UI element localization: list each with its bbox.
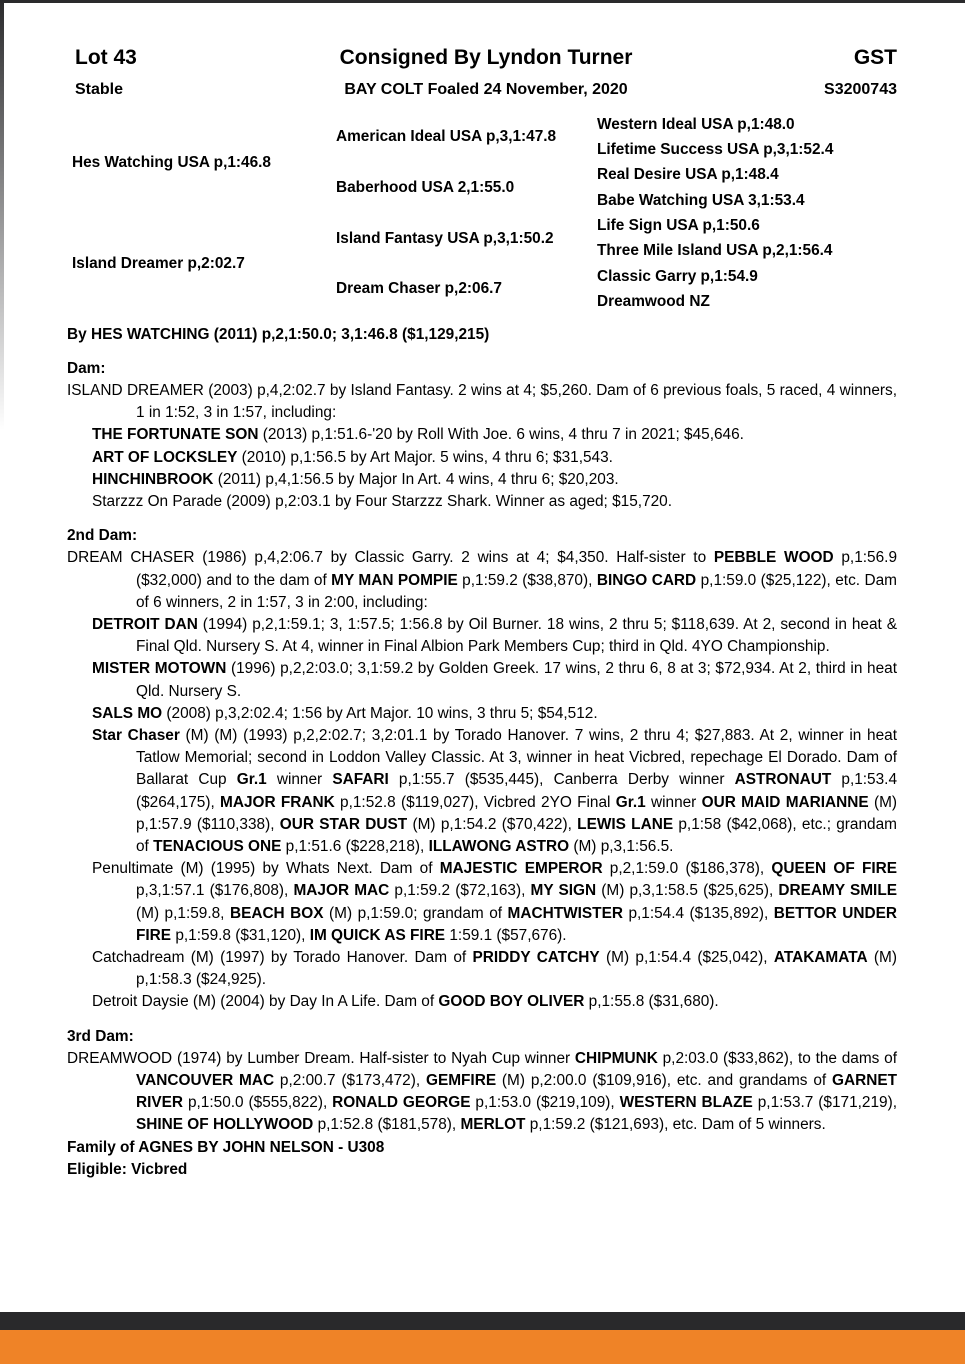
- pedigree-text-run: (M) p,1:54.2 ($70,422),: [407, 815, 578, 833]
- pedigree-text-run: (M) (M) (1993) p,2,2:02.7; 3,2:01.1 by Torado Hanover. 7 wins, 2 thru 4; $27,883. At 2, winner in heat Tatlow Memorial; second in Loddon Valley Classic. At 3, winner in heat Vicbred, repechage El Dorado. Dam of Ballarat Cup: [136, 727, 897, 789]
- horse-description: BAY COLT Foaled 24 November, 2020: [344, 81, 628, 98]
- lot-number: Lot 43: [75, 46, 137, 69]
- horse-name-bold: TENACIOUS ONE: [153, 838, 282, 856]
- pedigree-text-run: p,2:00.7 ($173,472),: [274, 1072, 426, 1090]
- pedigree-text-run: (M) p,2:00.0 ($109,916), etc. and grandams of: [496, 1072, 832, 1090]
- pedigree-entry: Dream Chaser p,2:06.7: [336, 280, 502, 298]
- horse-name-bold: RONALD GEORGE: [332, 1094, 471, 1112]
- horse-name-bold: IM QUICK AS FIRE: [309, 926, 446, 944]
- pedigree-text-run: p,1:55.7 ($535,445), Canberra Derby winner: [388, 771, 735, 789]
- horse-name-bold: HINCHINBROOK: [92, 470, 214, 488]
- horse-name-bold: LEWIS LANE: [577, 815, 674, 833]
- pedigree-paragraph: [67, 380, 897, 424]
- pedigree-entry: Three Mile Island USA p,2,1:56.4: [597, 242, 833, 260]
- pedigree-text-run: p,1:53.7 ($171,219),: [752, 1094, 898, 1112]
- horse-name-bold: MAJOR MAC: [293, 882, 390, 900]
- pedigree-entry: Real Desire USA p,1:48.4: [597, 166, 779, 184]
- pedigree-text-run: DREAMWOOD (1974) by Lumber Dream. Half-sister to Nyah Cup winner: [67, 1049, 575, 1067]
- horse-name-bold: CHIPMUNK: [574, 1049, 658, 1067]
- pedigree-entry: Island Dreamer p,2:02.7: [72, 255, 245, 273]
- horse-name-bold: OUR STAR DUST: [279, 815, 408, 833]
- horse-name-bold: ART OF LOCKSLEY: [92, 448, 238, 466]
- horse-name-bold: MACHTWISTER: [507, 904, 623, 922]
- pedigree-text-run: (M) p,3,1:56.5.: [569, 838, 674, 856]
- pedigree-entry: Dreamwood NZ: [597, 293, 710, 311]
- horse-name-bold: PEBBLE WOOD: [713, 549, 834, 567]
- pedigree-text-run: (2008) p,3,2:02.4; 1:56 by Art Major. 10 wins, 3 thru 5; $54,512.: [162, 704, 598, 722]
- horse-name-bold: GEMFIRE: [425, 1072, 497, 1090]
- pedigree-entry: Hes Watching USA p,1:46.8: [72, 153, 271, 171]
- horse-name-bold: SALS MO: [92, 704, 163, 722]
- pedigree-text-run: p,2:03.0 ($33,862), to the dams of: [657, 1049, 897, 1067]
- pedigree-text-run: p,1:59.8 ($31,120),: [171, 926, 310, 944]
- pedigree-entry: Life Sign USA p,1:50.6: [597, 217, 760, 235]
- stable-label: Stable: [75, 81, 124, 98]
- horse-name-bold: BETTOR UNDER FIRE: [136, 904, 897, 944]
- horse-name-bold: BINGO CARD: [596, 571, 697, 589]
- pedigree-text-run: p,1:55.8 ($31,680).: [584, 993, 719, 1011]
- horse-name-bold: Family of AGNES BY JOHN NELSON - U308: [67, 1138, 385, 1156]
- horse-name-bold: MAJOR FRANK: [220, 793, 335, 811]
- pedigree-table: [72, 112, 897, 315]
- horse-name-bold: ATAKAMATA: [773, 949, 868, 967]
- pedigree-paragraph: [67, 858, 897, 947]
- horse-name-bold: MERLOT: [460, 1116, 526, 1134]
- pedigree-text-run: (M) p,1:58.3 ($24,925).: [136, 949, 897, 989]
- pedigree-text-run: p,1:52.8 ($181,578),: [313, 1116, 461, 1134]
- catalogue-id: S3200743: [824, 81, 897, 98]
- horse-name-bold: MISTER MOTOWN: [92, 660, 227, 678]
- page-content: [67, 46, 897, 1181]
- pedigree-text-run: p,1:50.0 ($555,822),: [183, 1094, 333, 1112]
- horse-name-bold: Gr.1: [615, 793, 646, 811]
- gst-label: GST: [853, 46, 897, 69]
- horse-name-bold: Eligible: Vicbred: [67, 1160, 188, 1178]
- pedigree-text-run: (2013) p,1:51.6-'20 by Roll With Joe. 6 wins, 4 thru 7 in 2021; $45,646.: [258, 426, 744, 444]
- pedigree-text-run: winner: [645, 793, 702, 811]
- pedigree-paragraph: [67, 614, 897, 658]
- pedigree-paragraph: [67, 491, 897, 513]
- horse-name-bold: MY SIGN: [530, 882, 597, 900]
- page-left-border: [0, 0, 4, 430]
- pedigree-text-run: (1994) p,2,1:59.1; 3, 1:57.5; 1:56.8 by Oil Burner. 18 wins, 2 thru 5; $118,639. At 2, second in heat & Final Qld. Nursery S. At 4, winner in Final Albion Park Members Cup; third in Qld. 4YO Championship.: [136, 615, 897, 656]
- pedigree-paragraph: [67, 1048, 897, 1137]
- pedigree-text-run: p,1:52.8 ($119,027), Vicbred 2YO Final: [334, 793, 616, 811]
- pedigree-text-run: ISLAND DREAMER (2003) p,4,2:02.7 by Island Fantasy. 2 wins at 4; $5,260. Dam of 6 previous foals, 5 raced, 4 winners, 1 in 1:52, 3 in 1:57, including:: [67, 381, 897, 422]
- header-row-secondary: [67, 80, 897, 99]
- header-row-primary: [67, 46, 897, 70]
- pedigree-paragraph: [67, 991, 897, 1013]
- pedigree-paragraph: [67, 947, 897, 991]
- horse-name-bold: THE FORTUNATE SON: [92, 426, 259, 444]
- pedigree-text-run: (M) p,1:54.4 ($25,042),: [599, 949, 774, 967]
- pedigree-entry: Babe Watching USA 3,1:53.4: [597, 191, 805, 209]
- pedigree-text-run: p,1:59.2 ($72,163),: [389, 882, 531, 900]
- pedigree-text-run: p,1:51.6 ($228,218),: [281, 838, 429, 856]
- horse-name-bold: MAJESTIC EMPEROR: [439, 860, 603, 878]
- horse-name-bold: PRIDDY CATCHY: [472, 949, 600, 967]
- horse-name-bold: GARNET RIVER: [136, 1072, 897, 1112]
- horse-name-bold: ASTRONAUT: [734, 771, 832, 789]
- pedigree-text-run: DREAM CHASER (1986) p,4,2:06.7 by Classic Garry. 2 wins at 4; $4,350. Half-sister to: [67, 549, 714, 567]
- pedigree-entry: Classic Garry p,1:54.9: [597, 267, 758, 285]
- pedigree-paragraph: [67, 469, 897, 491]
- pedigree-paragraph: [67, 547, 897, 614]
- footer-orange-bar: [0, 1330, 965, 1364]
- pedigree-text-run: p,1:53.0 ($219,109),: [470, 1094, 620, 1112]
- horse-name-bold: GOOD BOY OLIVER: [438, 993, 585, 1011]
- pedigree-entry: Western Ideal USA p,1:48.0: [597, 115, 795, 133]
- pedigree-text: [67, 358, 897, 1181]
- horse-name-bold: MY MAN POMPIE: [331, 571, 458, 589]
- pedigree-text-run: p,1:56.9 ($32,000) and to the dam of: [136, 549, 898, 589]
- pedigree-text-run: (M) p,3,1:58.5 ($25,625),: [596, 882, 779, 900]
- page-top-border: [0, 0, 965, 3]
- pedigree-text-run: Catchadream (M) (1997) by Torado Hanover. Dam of: [92, 949, 473, 967]
- horse-name-bold: ILLAWONG ASTRO: [428, 838, 570, 856]
- pedigree-text-run: (2010) p,1:56.5 by Art Major. 5 wins, 4 thru 6; $31,543.: [237, 448, 613, 466]
- pedigree-text-run: (M) p,1:59.8,: [136, 904, 230, 922]
- horse-name-bold: Gr.1: [236, 771, 267, 789]
- pedigree-paragraph: [67, 1137, 897, 1159]
- pedigree-text-run: (1996) p,2,2:03.0; 3,1:59.2 by Golden Greek. 17 wins, 2 thru 6, 8 at 3; $72,934. At 2, third in heat Qld. Nursery S.: [136, 660, 897, 700]
- pedigree-text-run: Penultimate (M) (1995) by Whats Next. Dam of: [92, 860, 440, 878]
- horse-name-bold: Star Chaser: [92, 727, 180, 744]
- section-heading: 2nd Dam:: [67, 527, 138, 545]
- sire-summary: By HES WATCHING (2011) p,2,1:50.0; 3,1:46.8 ($1,129,215): [67, 325, 490, 343]
- section-heading: 3rd Dam:: [67, 1027, 134, 1045]
- pedigree-text-run: (2011) p,4,1:56.5 by Major In Art. 4 wins, 4 thru 6; $20,203.: [213, 470, 619, 488]
- pedigree-entry: American Ideal USA p,3,1:47.8: [336, 128, 557, 146]
- pedigree-paragraph: [67, 447, 897, 469]
- pedigree-text-run: p,3,1:57.1 ($176,808),: [136, 882, 294, 900]
- horse-name-bold: SHINE OF HOLLYWOOD: [136, 1116, 314, 1134]
- pedigree-text-run: p,1:58 ($42,068), etc.; grandam of: [136, 815, 897, 856]
- pedigree-entry: Lifetime Success USA p,3,1:52.4: [597, 141, 834, 159]
- pedigree-text-run: p,2,1:59.0 ($186,378),: [602, 860, 772, 878]
- pedigree-text-run: p,1:59.2 ($38,870),: [457, 571, 597, 589]
- consignor-title: Consigned By Lyndon Turner: [339, 46, 633, 69]
- pedigree-text-run: winner: [266, 771, 333, 789]
- horse-name-bold: SAFARI: [332, 771, 389, 789]
- horse-name-bold: BEACH BOX: [229, 904, 324, 922]
- pedigree-paragraph: [67, 725, 897, 858]
- pedigree-text-run: Starzzz On Parade (2009) p,2:03.1 by Four Starzzz Shark. Winner as aged; $15,720.: [92, 492, 673, 510]
- pedigree-text-run: p,1:54.4 ($135,892),: [622, 904, 774, 922]
- horse-name-bold: OUR MAID MARIANNE: [701, 793, 869, 811]
- pedigree-paragraph: [67, 424, 897, 446]
- footer-dark-bar: [0, 1312, 965, 1330]
- pedigree-paragraph: [67, 703, 897, 725]
- section-heading: Dam:: [67, 359, 106, 377]
- pedigree-entry: Island Fantasy USA p,3,1:50.2: [336, 229, 554, 247]
- pedigree-paragraph: [67, 658, 897, 702]
- pedigree-paragraph: [67, 1159, 897, 1181]
- horse-name-bold: DETROIT DAN: [92, 615, 198, 633]
- horse-name-bold: VANCOUVER MAC: [136, 1072, 275, 1090]
- pedigree-text-run: p,1:53.4 ($264,175),: [136, 771, 898, 811]
- horse-name-bold: DREAMY SMILE: [778, 882, 897, 900]
- pedigree-text-run: (M) p,1:59.0; grandam of: [323, 904, 508, 922]
- horse-name-bold: QUEEN OF FIRE: [771, 860, 898, 878]
- horse-name-bold: WESTERN BLAZE: [619, 1094, 753, 1112]
- pedigree-text-run: p,1:59.2 ($121,693), etc. Dam of 5 winners.: [525, 1116, 826, 1134]
- pedigree-text-run: Detroit Daysie (M) (2004) by Day In A Life. Dam of: [92, 993, 439, 1011]
- pedigree-text-run: 1:59.1 ($57,676).: [445, 926, 567, 944]
- pedigree-text-run: p,1:59.0 ($25,122), etc. Dam of 6 winners, 2 in 1:57, 3 in 2:00, including:: [136, 571, 897, 611]
- pedigree-text-run: (M) p,1:57.9 ($110,338),: [136, 793, 898, 833]
- pedigree-entry: Baberhood USA 2,1:55.0: [336, 179, 515, 197]
